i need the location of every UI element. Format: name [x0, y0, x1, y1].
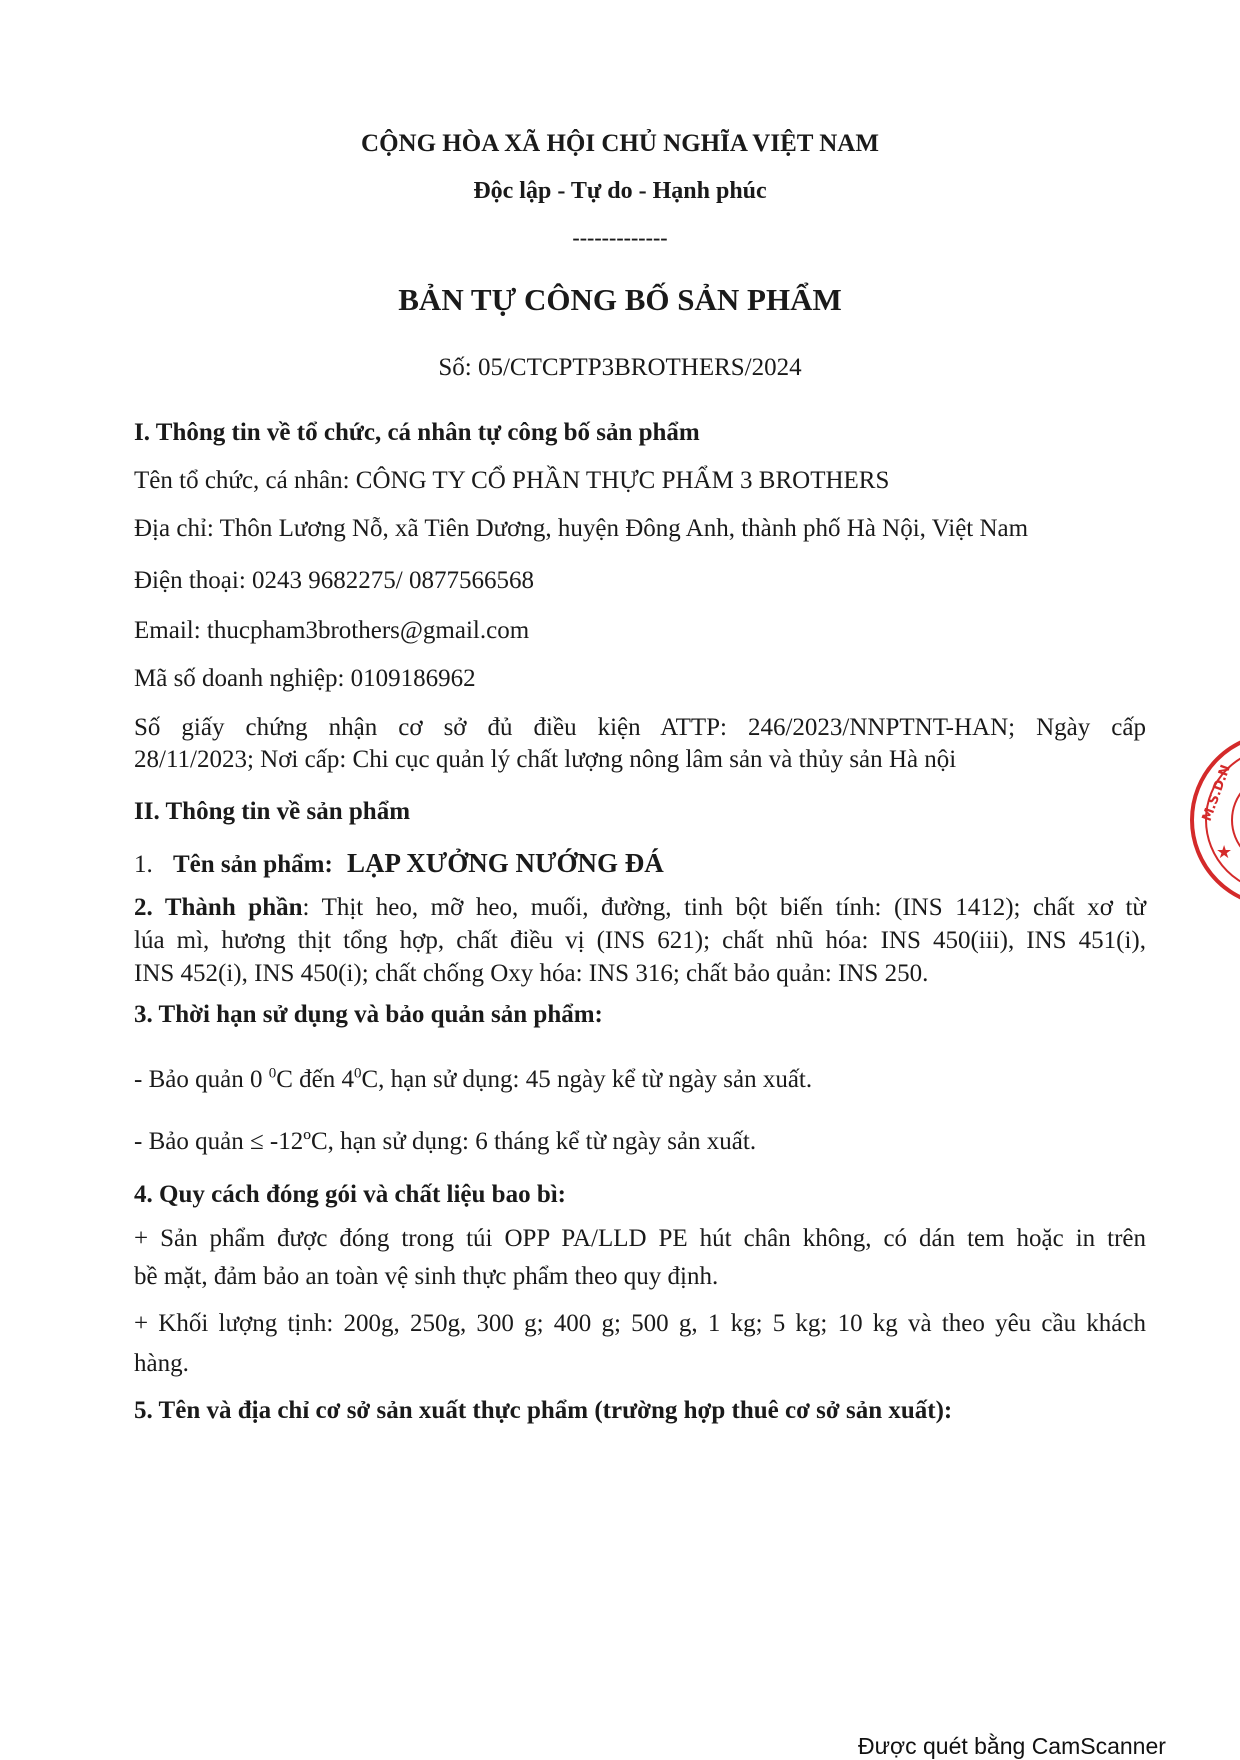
ingredients-line-1 [134, 893, 1146, 923]
document-title: BẢN TỰ CÔNG BỐ SẢN PHẨM [398, 282, 842, 317]
document-number: Số: 05/CTCPTP3BROTHERS/2024 [438, 354, 802, 381]
item-1-number: 1. [134, 851, 153, 878]
storage-heading: 3. Thời hạn sử dụng và bảo quản sản phẩm: [134, 1001, 603, 1028]
packaging-para-1-line-2: bề mặt, đảm bảo an toàn vệ sinh thực phẩm theo quy định. [134, 1263, 719, 1290]
packaging-para-2-line-2: hàng. [134, 1350, 189, 1377]
storage-line-1: - Bảo quản 0 $^0$C đến $4^0C$, hạn sử dụng: 45 ngày kể từ ngày sản xuất. [134, 1065, 813, 1093]
ingredients-line-3: INS 452(i), INS 450(i); chất chống Oxy hóa: INS 316; chất bảo quản: INS 250. [134, 960, 929, 987]
svg-text:★: ★ [1216, 842, 1233, 863]
certificate-line-2: 28/11/2023; Nơi cấp: Chi cục quản lý chất lượng nông lâm sản và thủy sản Hà nội [134, 746, 957, 773]
header-separator: ------------- [572, 225, 668, 250]
packaging-heading: 4. Quy cách đóng gói và chất liệu bao bì: [134, 1181, 566, 1208]
email-line: Email: thucpham3brothers@gmail.com [134, 617, 530, 644]
product-name-value: LẠP XƯỞNG NƯỚNG ĐÁ [347, 848, 664, 878]
org-name-line: Tên tổ chức, cá nhân: CÔNG TY CỔ PHẦN THỰC PHẨM 3 BROTHERS [134, 467, 890, 494]
ingredients-line-2: lúa mì, hương thịt tổng hợp, chất điều vị (INS 621); chất nhũ hóa: INS 450(iii), INS 451(i), [134, 927, 1146, 954]
country-header: CỘNG HÒA XÃ HỘI CHỦ NGHĨA VIỆT NAM [361, 130, 879, 157]
packaging-para-2-line-1: + Khối lượng tịnh: 200g, 250g, 300 g; 400 g; 500 g, 1 kg; 5 kg; 10 kg và theo yêu cầu khách [134, 1310, 1146, 1337]
section-1-heading: I. Thông tin về tổ chức, cá nhân tự công bố sản phẩm [134, 419, 700, 446]
product-name-line [134, 848, 664, 880]
certificate-line-1: Số giấy chứng nhận cơ sở đủ điều kiện ATTP: 246/2023/NNPTNT-HAN; Ngày cấp [134, 714, 1146, 741]
stamp-text: M.S.D.N [1199, 762, 1234, 824]
section-2-heading: II. Thông tin về sản phẩm [134, 798, 411, 825]
business-code-line: Mã số doanh nghiệp: 0109186962 [134, 665, 476, 692]
packaging-para-1-line-1: + Sản phẩm được đóng trong túi OPP PA/LLD PE hút chân không, có dán tem hoặc in trên [134, 1225, 1146, 1252]
ingredients-text-1: : Thịt heo, mỡ heo, muối, đường, tinh bột biến tính: (INS 1412); chất xơ từ [302, 894, 1146, 921]
product-name-label: Tên sản phẩm: [173, 851, 333, 878]
storage-line-2: - Bảo quản ≤ -12ºC, hạn sử dụng: 6 tháng kể từ ngày sản xuất. [134, 1128, 757, 1155]
phone-line: Điện thoại: 0243 9682275/ 0877566568 [134, 567, 534, 594]
manufacturer-heading: 5. Tên và địa chỉ cơ sở sản xuất thực phẩm (trường hợp thuê cơ sở sản xuất): [134, 1397, 953, 1424]
ingredients-label: 2. Thành phần [134, 894, 303, 921]
address-line: Địa chỉ: Thôn Lương Nỗ, xã Tiên Dương, huyện Đông Anh, thành phố Hà Nội, Việt Nam [134, 515, 1029, 542]
camscanner-watermark: Được quét bằng CamScanner [858, 1733, 1166, 1759]
company-stamp [1188, 730, 1240, 910]
national-motto: Độc lập - Tự do - Hạnh phúc [473, 178, 767, 204]
